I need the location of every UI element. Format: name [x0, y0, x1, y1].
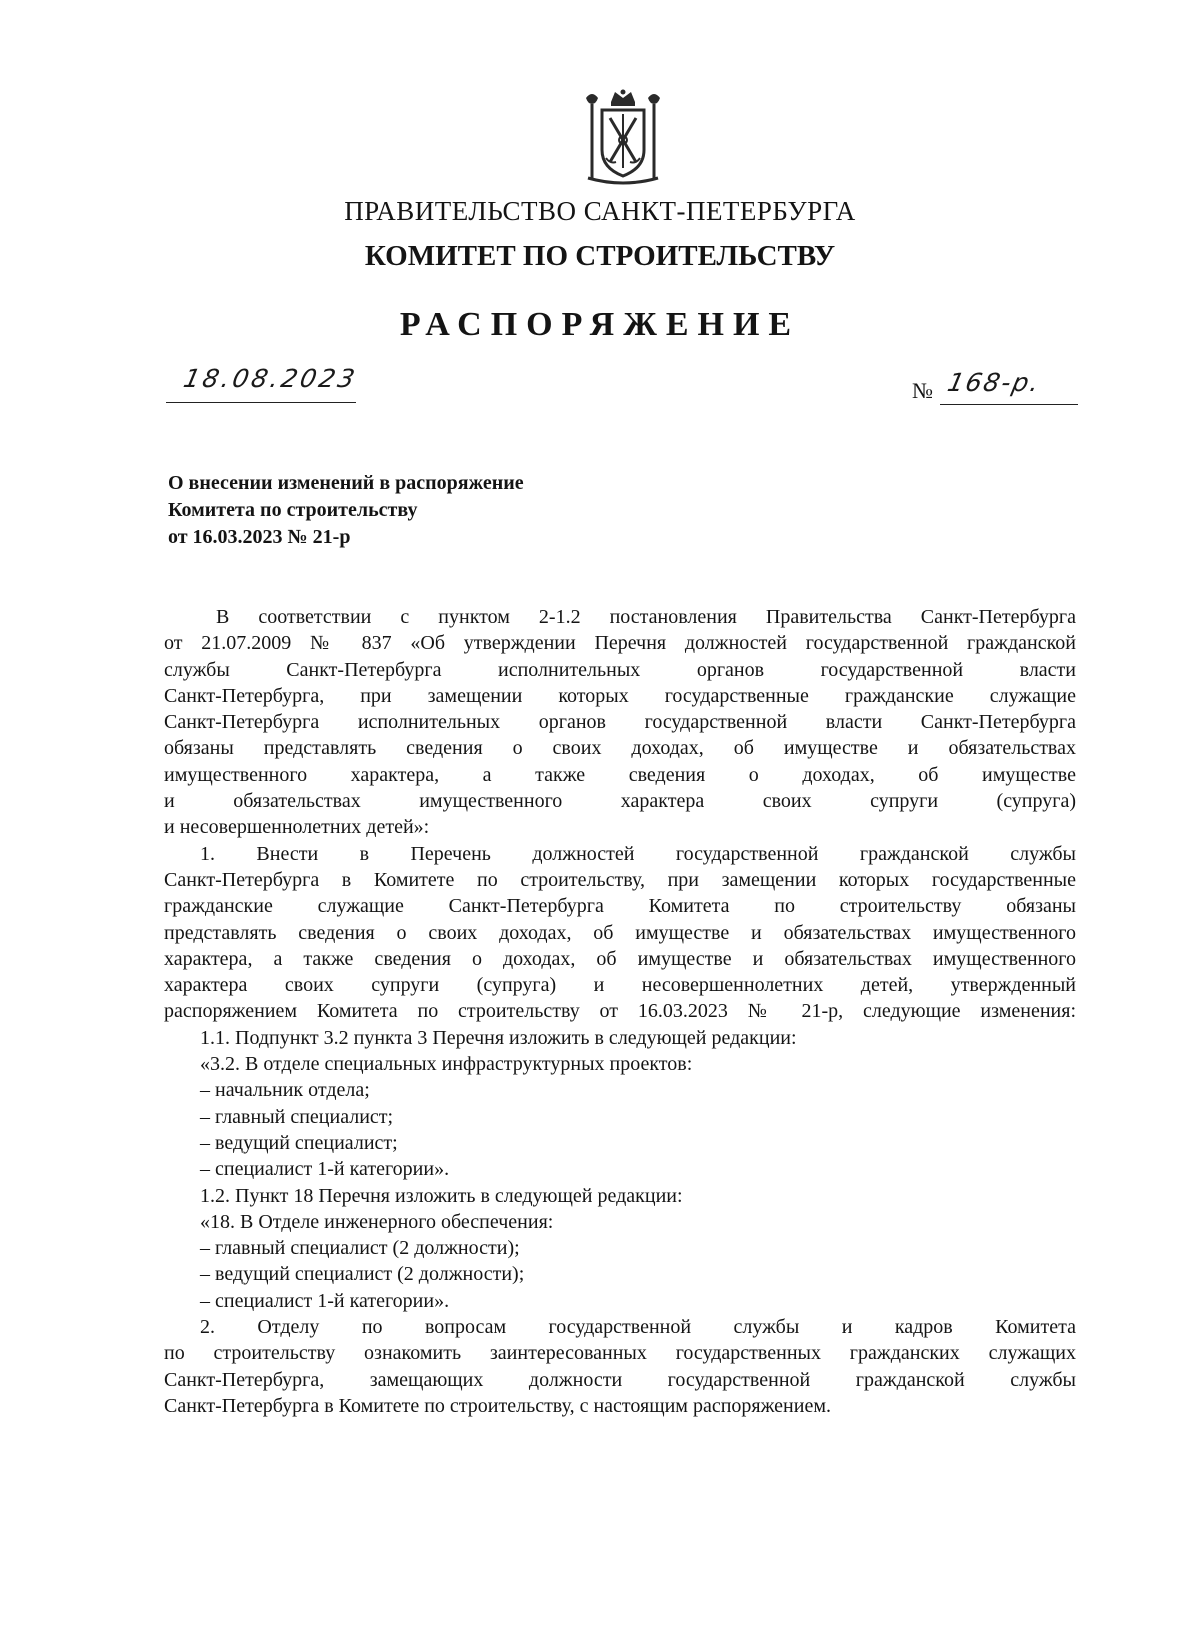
preamble-line: Санкт-Петербурга, при замещении которых государственные гражданские служащие — [164, 684, 1076, 707]
preamble-line: В соответствии с пунктом 2-1.2 постановления Правительства Санкт-Петербурга — [216, 606, 1076, 628]
item-1-line: характера своих супруги (супруга) и несовершеннолетних детей, утвержденный — [164, 974, 1076, 997]
preamble-line: имущественного характера, а также сведения о доходах, об имуществе — [164, 763, 1076, 786]
list-item: – начальник отдела; — [200, 1079, 370, 1102]
list-item: «3.2. В отделе специальных инфраструктурных проектов: — [200, 1053, 693, 1076]
document-body — [164, 604, 1076, 1419]
preamble-line: и несовершеннолетних детей»: — [164, 816, 430, 839]
item-2-line: по строительству ознакомить заинтересованных государственных гражданских служащих — [164, 1342, 1076, 1365]
preamble-line: и обязательствах имущественного характера своих супруги (супруга) — [164, 790, 1076, 813]
item-2-line: 2. Отделу по вопросам государственной службы и кадров Комитета — [200, 1316, 1076, 1339]
subject-line: Комитета по строительству — [168, 499, 418, 521]
committee-title: КОМИТЕТ ПО СТРОИТЕЛЬСТВУ — [364, 240, 836, 272]
date-field — [166, 358, 361, 403]
list-item: – ведущий специалист (2 должности); — [200, 1263, 525, 1286]
document-subject — [168, 470, 524, 551]
list-item: – главный специалист; — [200, 1105, 394, 1128]
list-item: – специалист 1-й категории». — [200, 1289, 450, 1312]
coat-of-arms-icon — [578, 88, 668, 188]
item-1-1-line: 1.1. Подпункт 3.2 пункта 3 Перечня изложить в следующей редакции: — [200, 1026, 797, 1049]
item-1-line: гражданские служащие Санкт-Петербурга Комитета по строительству обязаны — [164, 895, 1076, 918]
item-1-2-line: 1.2. Пункт 18 Перечня изложить в следующей редакции: — [200, 1184, 683, 1207]
item-1-line: характера, а также сведения о доходах, об имуществе и обязательствах имущественного — [164, 947, 1076, 970]
subject-line: от 16.03.2023 № 21-р — [168, 526, 351, 548]
preamble-line: службы Санкт-Петербурга исполнительных органов государственной власти — [164, 658, 1076, 681]
list-item: – специалист 1-й категории». — [200, 1158, 450, 1181]
item-2-line: Санкт-Петербурга в Комитете по строительству, с настоящим распоряжением. — [164, 1394, 831, 1417]
preamble-line: от 21.07.2009 № 837 «Об утверждении Перечня должностей государственной гражданской — [164, 632, 1076, 655]
list-item: – главный специалист (2 должности); — [200, 1237, 520, 1260]
list-item: – ведущий специалист; — [200, 1131, 398, 1154]
government-title: ПРАВИТЕЛЬСТВО САНКТ-ПЕТЕРБУРГА — [344, 196, 856, 226]
number-label: № — [912, 378, 933, 403]
handwritten-date: 18.08.2023 — [180, 364, 361, 393]
item-2-line: Санкт-Петербурга, замещающих должности государственной гражданской службы — [164, 1368, 1076, 1391]
item-1-line: Санкт-Петербурга в Комитете по строительству, при замещении которых государственные — [164, 868, 1076, 891]
subject-line: О внесении изменений в распоряжение — [168, 472, 524, 494]
handwritten-number: 168-р. — [944, 368, 1044, 397]
document-type-title: РАСПОРЯЖЕНИЕ — [399, 306, 801, 343]
preamble-line: обязаны представлять сведения о своих доходах, об имуществе и обязательствах — [164, 737, 1076, 760]
item-1-line: распоряжением Комитета по строительству от 16.03.2023 № 21-р, следующие изменения: — [164, 1000, 1076, 1023]
preamble-line: Санкт-Петербурга исполнительных органов государственной власти Санкт-Петербурга — [164, 711, 1076, 734]
list-item: «18. В Отделе инженерного обеспечения: — [200, 1210, 554, 1233]
number-field — [940, 364, 1078, 405]
item-1-line: представлять сведения о своих доходах, об имуществе и обязательствах имущественного — [164, 921, 1076, 944]
item-1-line: 1. Внести в Перечень должностей государственной гражданской службы — [200, 842, 1076, 865]
